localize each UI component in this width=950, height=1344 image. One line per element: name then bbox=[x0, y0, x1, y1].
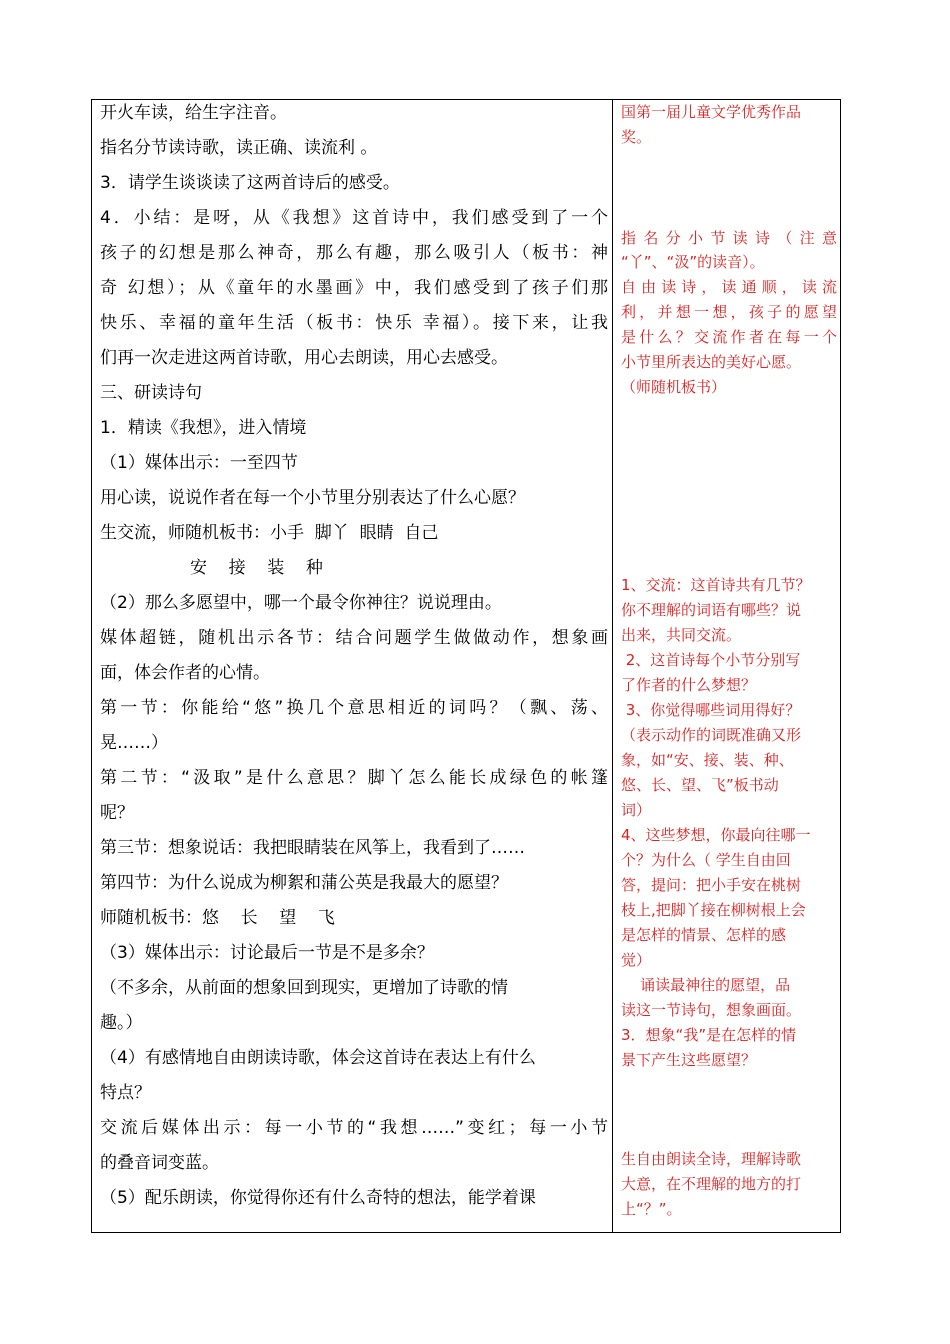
board-writing-line: 师随机板书：悠 长 望 飞 bbox=[100, 908, 335, 928]
note-line: 4、这些梦想，你最向往哪一 bbox=[621, 826, 811, 844]
left-line: 第四节：为什么说成为柳絮和蒲公英是我最大的愿望？ bbox=[100, 873, 508, 893]
note-line: 了作者的什么梦想？ bbox=[621, 676, 757, 694]
note-line: 1、交流：这首诗共有几节？ bbox=[621, 576, 811, 594]
note-line: 象，如“安、接、装、种、 bbox=[621, 751, 794, 769]
left-line: 们再一次走进这两首诗歌，用心去朗读，用心去感受。 bbox=[100, 348, 508, 368]
note-line: 觉） bbox=[621, 951, 652, 969]
left-line: （3）媒体出示：讨论最后一节是不是多余？ bbox=[100, 943, 434, 963]
left-line: 面，体会作者的心情。 bbox=[100, 663, 270, 683]
note-line: 3、你觉得哪些词用得好？ bbox=[621, 701, 801, 719]
note-line: 3．想象“我”是在怎样的情 bbox=[621, 1026, 797, 1044]
left-line: 趣。） bbox=[100, 1013, 143, 1033]
left-line: 第三节：想象说话：我把眼睛装在风筝上，我看到了…… bbox=[100, 838, 525, 858]
note-line: 自由读诗，读通顺，读流 bbox=[621, 278, 837, 296]
left-line: 孩子的幻想是那么神奇，那么有趣，那么吸引人（板书：神 bbox=[100, 243, 608, 263]
note-line: 你不理解的词语有哪些？说 bbox=[621, 601, 802, 619]
section-heading: 三、研读诗句 bbox=[100, 383, 202, 403]
left-line: 快乐、幸福的童年生活（板书：快乐 幸福）。接下来，让我 bbox=[100, 313, 608, 333]
left-line: 交流后媒体出示：每一小节的“我想……”变红；每一小节 bbox=[100, 1118, 608, 1138]
note-line: （表示动作的词既准确又形 bbox=[621, 726, 802, 744]
note-line: 是什么？交流作者在每一个 bbox=[621, 328, 837, 346]
left-line: 呢？ bbox=[100, 803, 134, 823]
left-line: （2）那么多愿望中，哪一个最令你神往？说说理由。 bbox=[100, 593, 502, 613]
left-line: （4）有感情地自由朗读诗歌，体会这首诗在表达上有什么 bbox=[100, 1048, 536, 1068]
note-line: 生自由朗读全诗，理解诗歌 bbox=[621, 1150, 802, 1168]
note-line: 出来，共同交流。 bbox=[621, 626, 742, 644]
note-line: 词） bbox=[621, 801, 652, 819]
left-line: （1）媒体出示：一至四节 bbox=[100, 453, 298, 473]
board-writing-line: 安 接 装 种 bbox=[190, 558, 323, 578]
left-line: 用心读，说说作者在每一个小节里分别表达了什么心愿？ bbox=[100, 488, 525, 508]
left-line: 特点？ bbox=[100, 1083, 151, 1103]
board-writing-line: 生交流，师随机板书：小手 脚丫 眼睛 自己 bbox=[100, 523, 439, 543]
note-line: 诵读最神往的愿望，品 bbox=[621, 976, 791, 994]
note-line: 利，并想一想，孩子的愿望 bbox=[621, 303, 837, 321]
note-line: 枝上,把脚丫接在柳树根上会 bbox=[621, 901, 806, 919]
left-line: 晃……） bbox=[100, 733, 168, 753]
note-line: 是怎样的情景、怎样的感 bbox=[621, 926, 787, 944]
left-line: （5）配乐朗读，你觉得你还有什么奇特的想法，能学着课 bbox=[100, 1188, 536, 1208]
note-line: 奖。 bbox=[621, 128, 652, 146]
left-line: 3．请学生谈谈读了这两首诗后的感受。 bbox=[100, 173, 400, 193]
note-line: 景下产生这些愿望？ bbox=[621, 1051, 757, 1069]
note-line: “丫”、“汲”的读音）。 bbox=[621, 253, 765, 271]
note-line: 个？为什么（ 学生自由回 bbox=[621, 851, 791, 869]
left-line: 媒体超链，随机出示各节：结合问题学生做做动作，想象画 bbox=[100, 628, 608, 648]
note-line: 国第一届儿童文学优秀作品 bbox=[621, 103, 802, 121]
left-line: 第一节：你能给“悠”换几个意思相近的词吗？（飘、荡、 bbox=[100, 698, 608, 718]
note-line: 2、这首诗每个小节分别写 bbox=[621, 651, 801, 669]
left-line: 第二节：“汲取”是什么意思？脚丫怎么能长成绿色的帐篷 bbox=[100, 768, 608, 788]
note-line: 大意，在不理解的地方的打 bbox=[621, 1175, 802, 1193]
left-line: 奇 幻想）；从《童年的水墨画》中，我们感受到了孩子们那 bbox=[100, 278, 608, 298]
note-line: 指名分小节读诗（注意 bbox=[621, 229, 837, 247]
note-line: 上“？”。 bbox=[621, 1200, 682, 1218]
note-line: 答，提问：把小手安在桃树 bbox=[621, 876, 802, 894]
left-line: 指名分节读诗歌，读正确、读流利 。 bbox=[100, 138, 378, 158]
note-line: （师随机板书） bbox=[621, 378, 727, 396]
left-line: （不多余，从前面的想象回到现实，更增加了诗歌的情 bbox=[100, 978, 508, 998]
left-line: 的叠音词变蓝。 bbox=[100, 1153, 219, 1173]
column-divider bbox=[612, 99, 613, 1233]
note-line: 读这一节诗句，想象画面。 bbox=[621, 1001, 802, 1019]
note-line: 悠、长、望、飞”板书动 bbox=[621, 776, 779, 794]
note-line: 小节里所表达的美好心愿。 bbox=[621, 353, 802, 371]
left-line: 4．小结：是呀，从《我想》这首诗中，我们感受到了一个 bbox=[100, 208, 608, 228]
left-line: 1．精读《我想》，进入情境 bbox=[100, 418, 307, 438]
left-line: 开火车读，给生字注音。 bbox=[100, 103, 287, 123]
